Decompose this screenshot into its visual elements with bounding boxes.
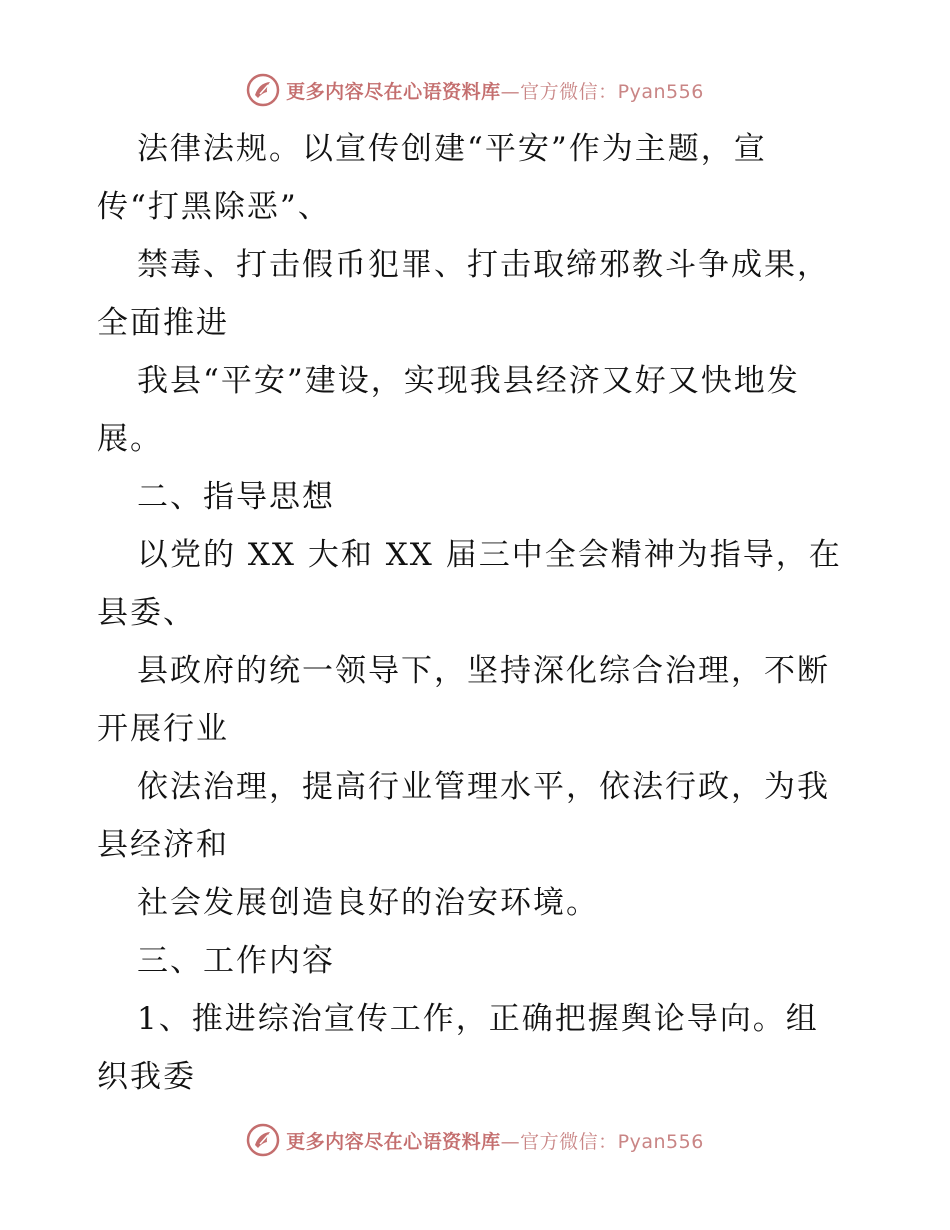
text-line: 法律法规。以宣传创建“平安”作为主题，宣 — [137, 131, 767, 167]
text-line: 依法治理，提高行业管理水平，依法行政，为我 — [137, 769, 830, 805]
watermark-strong: 更多内容尽在心语资料库 — [286, 1130, 501, 1153]
text-line: 县委、 — [97, 595, 196, 631]
text-line: 社会发展创造良好的治安环境。 — [137, 885, 599, 921]
text-line: 展。 — [97, 421, 163, 457]
watermark-rest: —官方微信：Pyan556 — [500, 80, 704, 103]
brand-logo-icon — [246, 73, 280, 107]
text-line: 传“打黑除恶”、 — [97, 189, 331, 225]
watermark-text — [286, 77, 704, 104]
text-line: 县经济和 — [97, 827, 229, 863]
text-line: 开展行业 — [97, 711, 229, 747]
footer-watermark — [0, 1120, 950, 1160]
text-line: 以党的 XX 大和 XX 届三中全会精神为指导，在 — [137, 537, 842, 573]
text-line: 县政府的统一领导下，坚持深化综合治理，不断 — [137, 653, 830, 689]
watermark-text — [286, 1127, 704, 1154]
brand-logo-icon — [246, 1123, 280, 1157]
document-body — [97, 120, 857, 1106]
watermark-strong: 更多内容尽在心语资料库 — [286, 80, 501, 103]
section-heading: 三、工作内容 — [137, 943, 335, 979]
text-line: 全面推进 — [97, 305, 229, 341]
text-line: 禁毒、打击假币犯罪、打击取缔邪教斗争成果， — [137, 247, 830, 283]
text-line: 1、推进综治宣传工作，正确把握舆论导向。组 — [137, 1001, 819, 1037]
header-watermark — [0, 70, 950, 110]
watermark-rest: —官方微信：Pyan556 — [500, 1130, 704, 1153]
section-heading: 二、指导思想 — [137, 479, 335, 515]
text-line: 我县“平安”建设，实现我县经济又好又快地发 — [137, 363, 800, 399]
text-line: 织我委 — [97, 1059, 196, 1095]
